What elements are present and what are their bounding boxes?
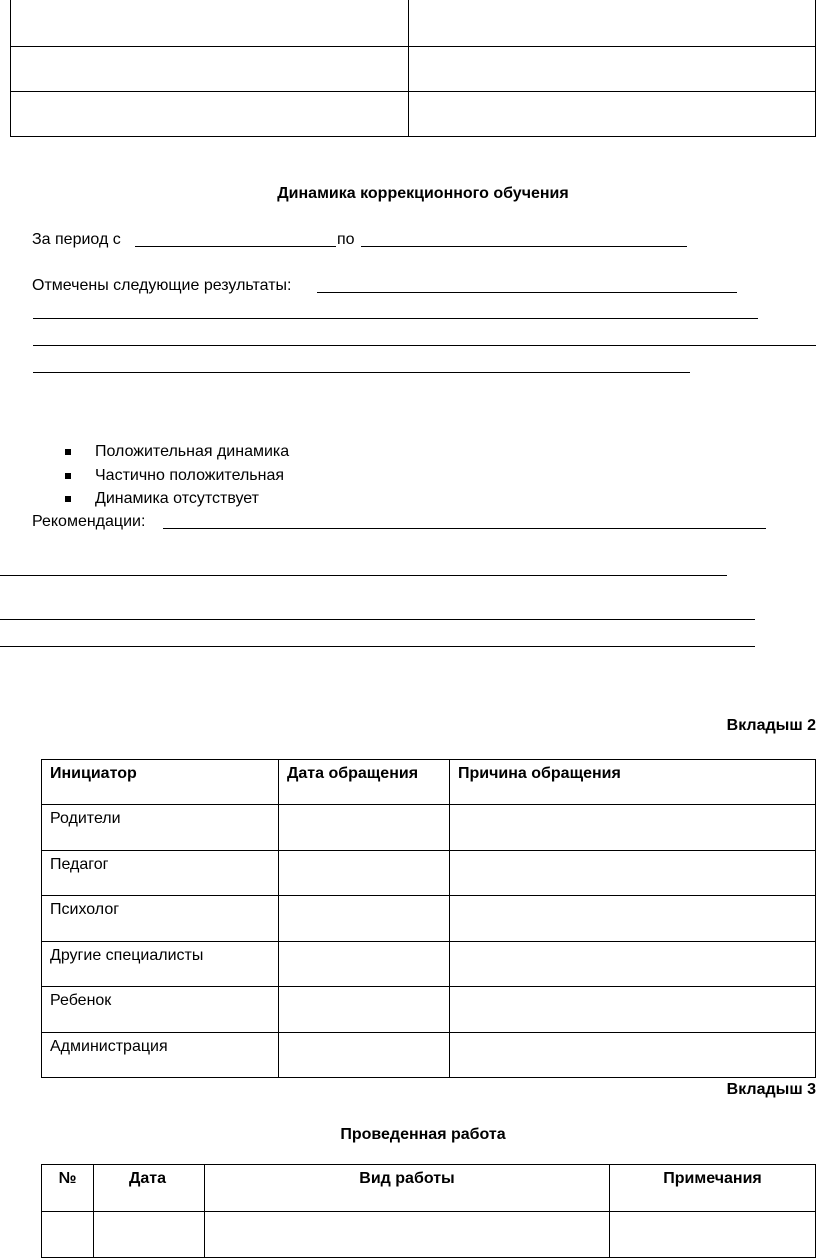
table-row-child: Ребенок	[42, 987, 279, 1033]
table-cell	[450, 805, 816, 851]
top-table-cell	[409, 0, 816, 46]
results-blank-4	[33, 372, 690, 373]
header-reason: Причина обращения	[450, 760, 816, 805]
insert2-label: Вкладыш 2	[726, 717, 816, 734]
recommendations-blank-4	[0, 646, 755, 647]
header-date: Дата обращения	[279, 760, 450, 805]
table-row-parents: Родители	[42, 805, 279, 851]
recommendations-blank-2	[0, 575, 727, 576]
period-to-blank	[361, 246, 687, 247]
header-date: Дата	[94, 1165, 205, 1212]
table-cell	[279, 896, 450, 942]
table-row-other-specialists: Другие специалисты	[42, 942, 279, 987]
table-cell	[279, 805, 450, 851]
recommendations-label: Рекомендации:	[32, 513, 146, 530]
insert2-table	[41, 759, 816, 1078]
table-cell	[450, 942, 816, 987]
section-title: Динамика коррекционного обучения	[277, 185, 569, 202]
table-cell	[279, 1033, 450, 1078]
table-cell	[205, 1212, 610, 1258]
recommendations-blank-1	[163, 528, 766, 529]
table-cell	[279, 942, 450, 987]
header-number: №	[42, 1165, 94, 1212]
results-blank-2	[33, 318, 758, 319]
recommendations-blank-3	[0, 619, 755, 620]
insert3-label: Вкладыш 3	[726, 1081, 816, 1098]
table-cell	[279, 987, 450, 1033]
header-notes: Примечания	[610, 1165, 816, 1212]
table-cell	[42, 1212, 94, 1258]
table-cell	[450, 987, 816, 1033]
top-table-cell	[409, 91, 816, 136]
square-bullet-icon	[65, 496, 71, 502]
header-work-type: Вид работы	[205, 1165, 610, 1212]
top-empty-table	[10, 0, 816, 137]
bullet-text: Частично положительная	[95, 467, 285, 484]
top-table-cell	[11, 46, 409, 91]
table-row-administration: Администрация	[42, 1033, 279, 1078]
square-bullet-icon	[65, 473, 71, 479]
results-blank-1	[317, 292, 737, 293]
bullet-item-positive	[95, 442, 289, 462]
top-table-cell	[11, 91, 409, 136]
results-blank-3	[33, 345, 816, 346]
period-to-label: по	[337, 231, 355, 248]
table-cell	[450, 896, 816, 942]
results-label: Отмечены следующие результаты:	[32, 277, 292, 294]
table-cell	[279, 851, 450, 896]
period-from-blank	[135, 246, 336, 247]
bullet-item-partial	[95, 466, 284, 486]
table-cell	[450, 1033, 816, 1078]
bullet-text: Положительная динамика	[95, 443, 290, 460]
bullet-text: Динамика отсутствует	[95, 490, 259, 507]
insert3-table	[41, 1164, 816, 1258]
table-row-psychologist: Психолог	[42, 896, 279, 942]
table-cell	[94, 1212, 205, 1258]
table-row-teacher: Педагог	[42, 851, 279, 896]
table-cell	[450, 851, 816, 896]
top-table-cell	[409, 46, 816, 91]
period-prefix: За период с	[32, 231, 121, 248]
table-cell	[610, 1212, 816, 1258]
header-initiator: Инициатор	[42, 760, 279, 805]
square-bullet-icon	[65, 449, 71, 455]
bullet-item-none	[95, 489, 259, 509]
top-table-cell	[11, 0, 409, 46]
insert3-title: Проведенная работа	[340, 1126, 506, 1143]
